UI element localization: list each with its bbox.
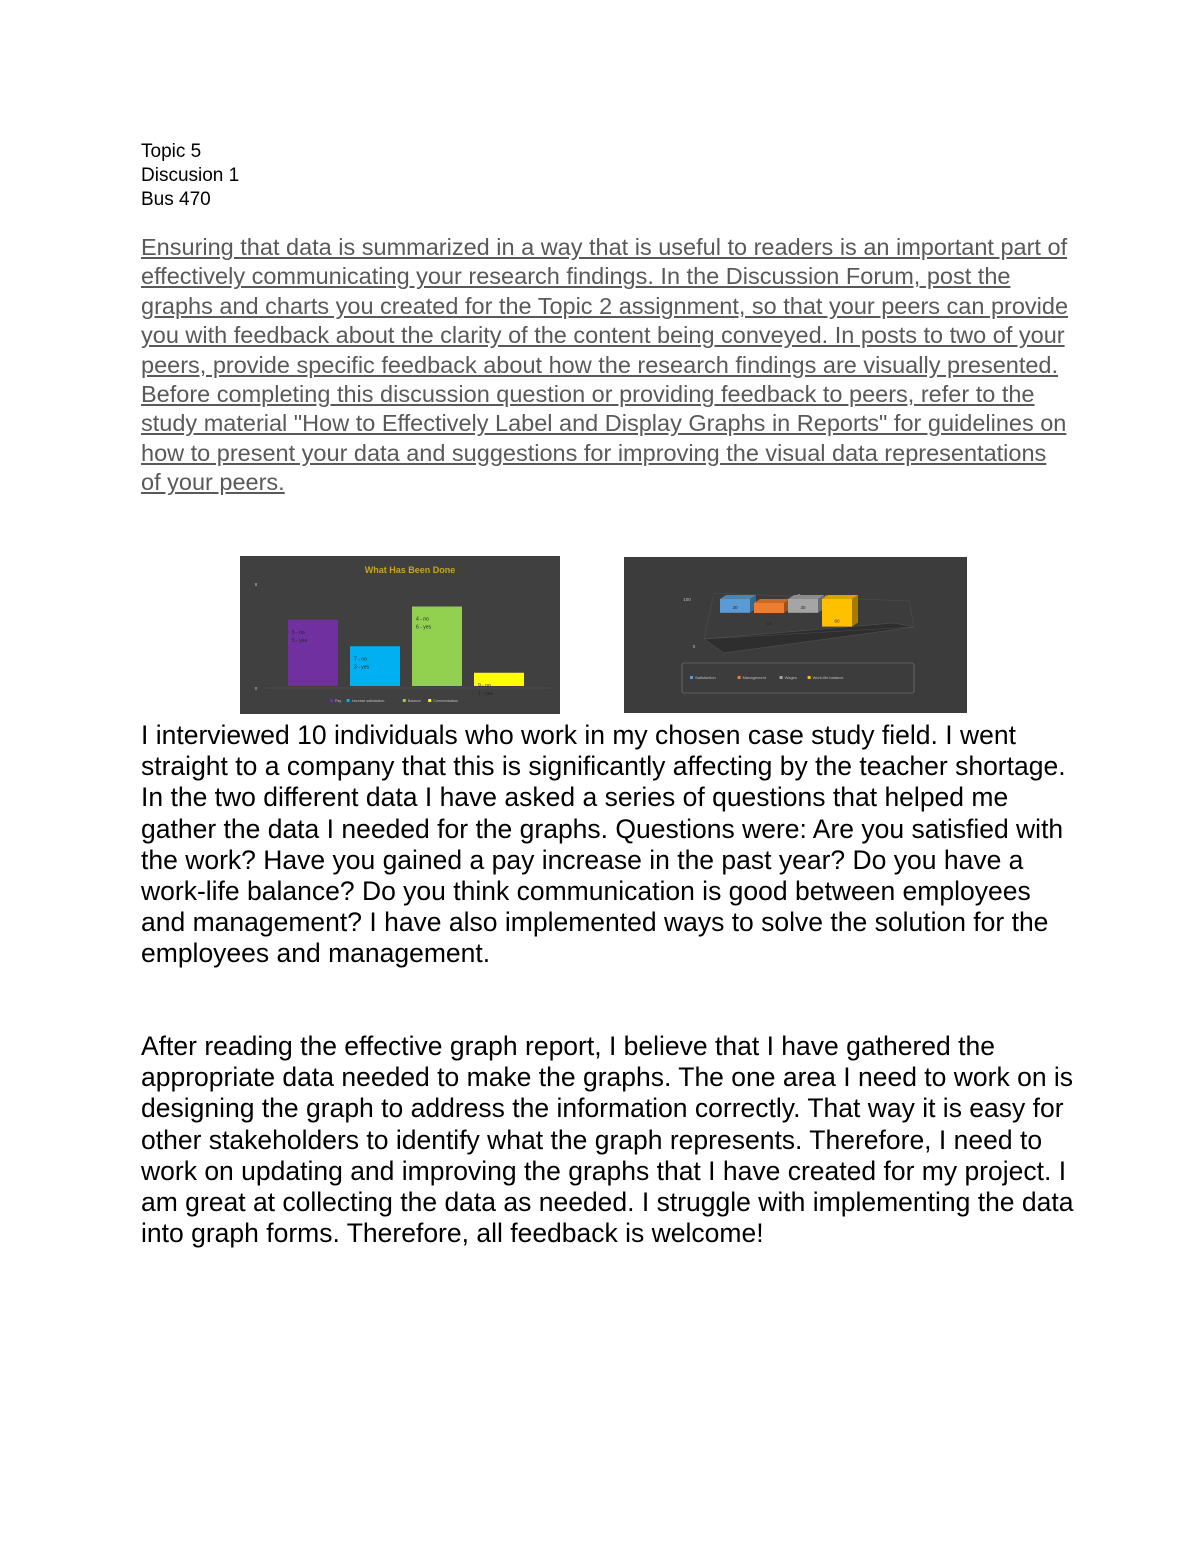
legend-label: Satisfaction [695,675,716,680]
bar-data-label: 6 - yes [416,624,432,631]
document-header [141,140,239,212]
bar-data-label: 9 - no [478,682,491,689]
bar-top-face [788,595,824,599]
bar-data-label: 1 - yes [478,690,494,697]
3d-bar-chart-svg [624,557,967,713]
bar-side-face [852,595,858,627]
bar-data-label: 4 - no [416,616,429,623]
bar-data-label: 30 [800,604,806,610]
legend-label: Communication [433,699,459,703]
body-paragraph-2: After reading the effective graph report, I believe that I have gathered the appropriate data needed to make the graphs. The one area I need to work on is designing the graph to address the information correctly. That way it is easy for other stakeholders to identify what the graph represents. Therefore, I need to work on updating and improving the graphs that I have created for my project. I am great at collecting the data as needed. I struggle with implementing the data into graph forms. Therefore, all feedback is welcome! [141,1031,1074,1249]
legend-label: Wages [784,675,797,680]
topic-line: Topic 5 [141,141,202,162]
bar-data-label: 30 [732,604,738,610]
legend-label: Balance [407,699,421,703]
bar-top-face [754,599,790,603]
legend-label: Pay [335,699,342,703]
legend-label: Increase satisfaction [351,699,385,703]
bar-chart-svg [240,556,560,714]
percentages-chart [624,557,967,713]
bar-management [754,603,784,613]
discussion-line: Discusion 1 [141,165,240,186]
bar-top-face [720,595,756,599]
bar-data-label: 60 [834,618,840,624]
legend-label: Work-life balance [812,675,844,680]
bar-top-face [822,595,858,599]
bar-data-label: 10 [766,621,772,626]
what-has-been-done-chart [240,556,560,714]
chart-title: What Has Been Done [364,565,456,575]
legend-swatch [403,699,406,702]
legend-swatch [330,699,333,702]
bar-data-label: 5 - no [292,629,305,636]
legend-swatch [808,676,811,679]
y-tick-label: 100 [683,597,691,602]
y-tick-label: 0 [692,644,696,649]
bar-data-label: 7 - no [354,656,367,663]
legend-swatch [780,676,783,679]
legend-swatch [690,676,693,679]
bar-data-label: 3 - yes [354,664,370,671]
legend-swatch [347,699,350,702]
legend-swatch [428,699,431,702]
bar-data-label: 5 - yes [292,637,308,644]
body-paragraph-1: I interviewed 10 individuals who work in my chosen case study field. I went straight to a company that this is significantly affecting by the teacher shortage. In the two different data I have asked a series of questions that helped me gather the data I needed for the graphs. Questions were: Are you satisfied with the work? Have you gained a pay increase in the past year? Do you have a work-life balance? Do you think communication is good between employees and management? I have also implemented ways to solve the solution for the employees and management. [141,720,1066,969]
y-tick-label: 8 [254,582,258,587]
course-line: Bus 470 [141,189,211,210]
discussion-prompt[interactable]: Ensuring that data is summarized in a way that is useful to readers is an important part of effectively communicating your research findings. In the Discussion Forum, post the graphs and charts you created for the Topic 2 assignment, so that your peers can provide you with feedback about the clarity of the content being conveyed. In posts to two of your peers, provide specific feedback about how the research findings are visually presented. Before completing this discussion question or providing feedback to peers, refer to the study material "How to Effectively Label and Display Graphs in Reports" for guidelines on how to present your data and suggestions for improving the visual data representations of your peers. [141,234,1069,496]
y-tick-label: 0 [254,686,258,691]
legend-label: Management [742,675,766,680]
legend-swatch [738,676,741,679]
